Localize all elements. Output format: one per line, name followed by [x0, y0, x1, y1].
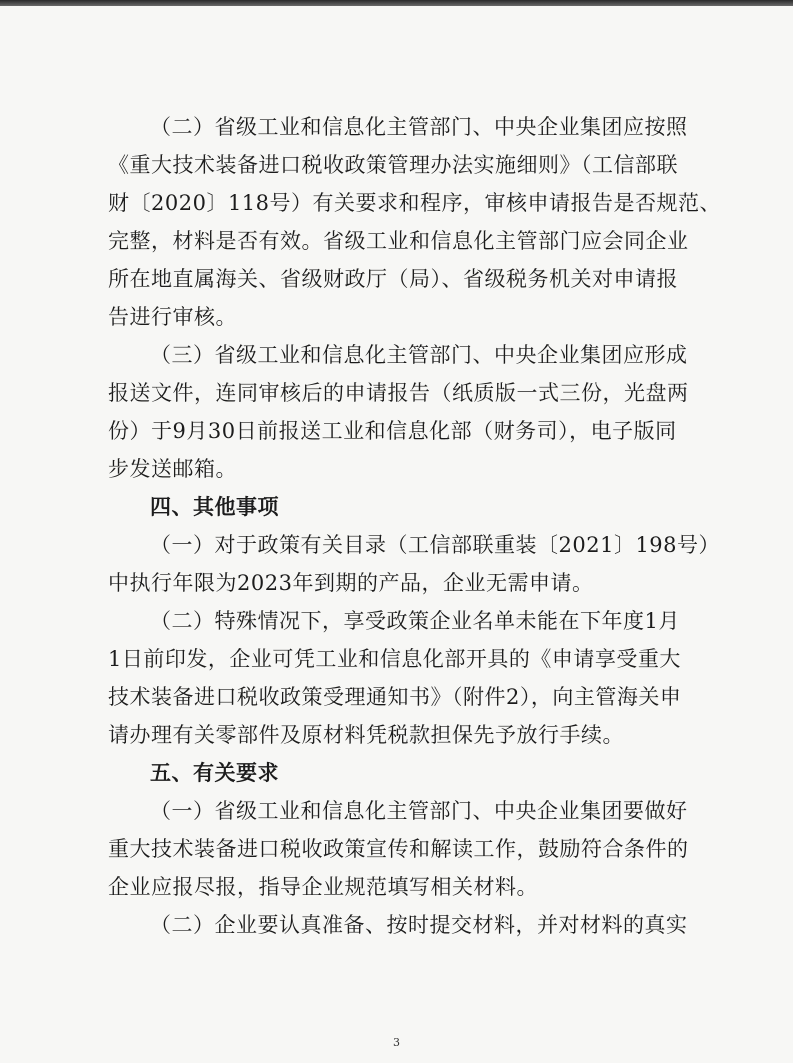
- scan-top-edge: [0, 0, 793, 6]
- paragraph-line: 技术装备进口税收政策受理通知书》（附件2），向主管海关申: [108, 685, 682, 709]
- paragraph-line: 中执行年限为2023年到期的产品，企业无需申请。: [108, 571, 594, 595]
- paragraph-line: 《重大技术装备进口税收政策管理办法实施细则》（工信部联: [108, 153, 678, 177]
- page-number: 3: [393, 1036, 400, 1049]
- paragraph-line: 1日前印发，企业可凭工业和信息化部开具的《申请享受重大: [108, 647, 681, 671]
- paragraph-line: 财〔2020〕118号）有关要求和程序，审核申请报告是否规范、: [108, 191, 722, 215]
- section-heading: 五、有关要求: [150, 761, 279, 785]
- document-page: [108, 108, 722, 944]
- paragraph-line: 完整，材料是否有效。省级工业和信息化主管部门应会同企业: [108, 229, 689, 253]
- paragraph-line: （一）对于政策有关目录（工信部联重装〔2021〕198号）: [150, 533, 721, 557]
- paragraph-line: 所在地直属海关、省级财政厅（局）、省级税务机关对申请报: [108, 267, 678, 291]
- paragraph-line: （二）企业要认真准备、按时提交材料，并对材料的真实: [150, 913, 688, 937]
- paragraph-line: 重大技术装备进口税收政策宣传和解读工作，鼓励符合条件的: [108, 837, 689, 861]
- paragraph-line: （一）省级工业和信息化主管部门、中央企业集团要做好: [150, 799, 688, 823]
- paragraph-line: （二）特殊情况下，享受政策企业名单未能在下年度1月: [150, 609, 680, 633]
- paragraph-line: （三）省级工业和信息化主管部门、中央企业集团应形成: [150, 343, 688, 367]
- paragraph-line: 告进行审核。: [108, 305, 237, 329]
- paragraph-line: 请办理有关零部件及原材料凭税款担保先予放行手续。: [108, 723, 624, 747]
- paragraph-line: 步发送邮箱。: [108, 457, 237, 481]
- paragraph-line: 企业应报尽报，指导企业规范填写相关材料。: [108, 875, 538, 899]
- section-heading: 四、其他事项: [150, 495, 279, 519]
- paragraph-line: 报送文件，连同审核后的申请报告（纸质版一式三份，光盘两: [108, 381, 689, 405]
- paragraph-line: 份）于9月30日前报送工业和信息化部（财务司），电子版同: [108, 419, 677, 443]
- paragraph-line: （二）省级工业和信息化主管部门、中央企业集团应按照: [150, 115, 688, 139]
